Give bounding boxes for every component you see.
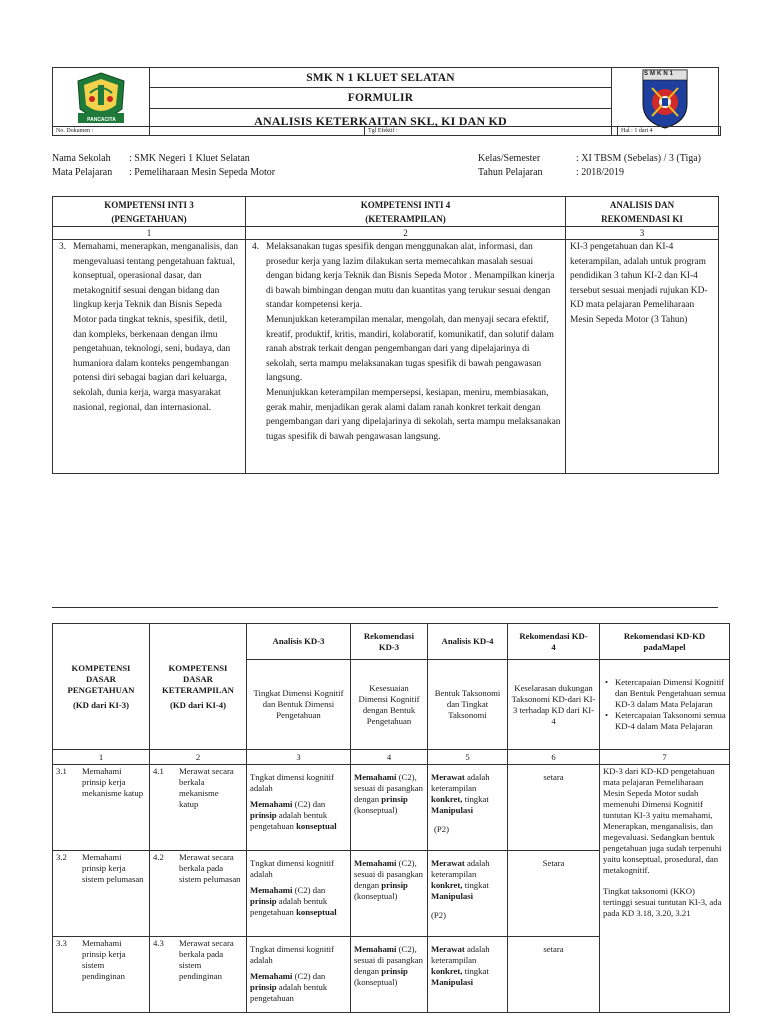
ki4-paragraph: Melaksanakan tugas spesifik dengan menggunakan alat, informasi, dan prosedur kerja yang lazim dilakukan serta memecahkan masalah sesuai dengan bidang kerja Teknik dan Bisnis Sepeda Motor . Menampilkan kinerja di bawah bimbingan dengan mutu dan kuantitas yang terukur sesuai dengan standar kompetensi kerja. (266, 242, 555, 311)
kd3-header: KOMPETENSI DASAR PENGETAHUAN (KD dari KI-3) (53, 624, 150, 750)
column-number: 6 (508, 750, 600, 765)
analisis-kd3-subheader: Tingkat Dimensi Kognitif dan Bentuk Dimensi Pengetahuan (247, 660, 351, 750)
kd4-header: KOMPETENSI DASAR KETERAMPILAN (KD dari KI-4) (150, 624, 247, 750)
info-label: Mata Pelajaran (52, 167, 113, 178)
analisis-kd3-cell: Tngkat dimensi kognitif adalah Memahami (C2) dan prinsip adalah bentuk pengetahuan konseptual (247, 765, 351, 851)
form-label: FORMULIR (150, 88, 612, 108)
rekomendasi-paragraph: Tingkat taksonomi (KKO) tertinggi sesuai tuntutan KI-3, ada pada KD 3.18, 3.20, 3.21 (603, 886, 722, 918)
ki3-cell (53, 240, 246, 474)
left-logo-text: PANCACITA (87, 116, 116, 123)
section-divider (52, 607, 718, 608)
kd4-text: Merawat secara berkala pada sistem pendinginan (179, 938, 234, 981)
column-number: 2 (150, 750, 247, 765)
column-number: 3 (566, 227, 719, 240)
info-value: : Pemeliharaan Mesin Sepeda Motor (129, 167, 276, 178)
analisis-kd3-cell: Tngkat dimensi kognitif adalah Memahami (C2) dan prinsip adalah bentuk pengetahuan konseptual (247, 851, 351, 937)
school-name: SMK N 1 KLUET SELATAN (150, 68, 612, 88)
info-value: : XI TBSM (Sebelas) / 3 (Tiga) (576, 153, 701, 164)
ki-analisis-text: KI-3 pengetahuan dan KI-4 keterampilan, adalah untuk program pendidikan 3 tahun KI-2 dan KI-4 tersebut sesuai menjadi rujukan KD-KD mata pelajaran Pemeliharaan Mesin Sepeda Motor (3 Tahun) (570, 242, 708, 325)
table-row: 3.3 Memahami prinsip kerja sistem pendinginan 4.3 Merawat secara berkala pada sistem pendinginan Tngkat dimensi kognitif adalah Memahami (C2) dan prinsip adalah bentuk pengetahuan Memahami (C2), sesuai di pasangkan dengan prinsip (konseptual) Merawat adalah keterampilan konkret, tingkat Manipulasi setara (53, 937, 730, 1013)
table-row: 3.2 Memahami prinsip kerja sistem pelumasan 4.2 Merawat secara berkala pada sistem pelumasan Tngkat dimensi kognitif adalah Memahami (C2) dan prinsip adalah bentuk pengetahuan konseptual Memahami (C2), sesuai di pasangkan dengan prinsip (konseptual) Merawat adalah keterampilan konkret, tingkat Manipulasi (P2) Setara (53, 851, 730, 937)
smkn1-shield-icon (639, 68, 691, 130)
ki3-number: 3. (59, 242, 67, 252)
rekomendasi-kd4-header: Rekomendasi KD- 4 (508, 624, 600, 660)
document-number: No. Dokumen : (53, 127, 365, 136)
bullet-item: • Ketercapaian Dimensi Kognitif dan Bentuk Pengetahuan semua KD-3 dalam Mata Pelajaran (615, 677, 726, 710)
ki-analysis-table (52, 196, 719, 474)
kd4-text: Merawat secara berkala pada sistem pelumasan (179, 852, 241, 884)
rekomendasi-mapel-cell (600, 765, 730, 1013)
ki3-text: Memahami, menerapkan, menganalisis, dan mengevaluasi tentang pengetahuan faktual, konseptual, operasional dasar, dan metakognitif sesuai dengan bidang dan lingkup kerja Teknik dan Bisnis Sepeda Motor pada tingkat teknis, spesifik, detil, dan kompleks, berkenaan dengan ilmu pengetahuan, teknologi, seni, budaya, dan humaniora dalam konteks pengembangan potensi diri sebagai bagian dari keluarga, sekolah, dunia kerja, warga masyarakat nasional, regional, dan internasional. (73, 242, 239, 413)
ki4-cell (246, 240, 566, 474)
kd4-text: Merawat secara berkala mekanisme katup (179, 766, 234, 809)
ki4-number: 4. (252, 242, 260, 252)
kd3-text: Memahami prinsip kerja sistem pelumasan (82, 852, 144, 884)
rekomendasi-kd3-header: Rekomendasi KD-3 (351, 624, 428, 660)
analisis-kd4-cell: Merawat adalah keterampilan konkret, tingkat Manipulasi (P2) (428, 851, 508, 937)
column-number: 5 (428, 750, 508, 765)
page-indicator: Hal : 1 dari 4 (618, 127, 721, 136)
column-number: 4 (351, 750, 428, 765)
kd3-text: Memahami prinsip kerja mekanisme katup (82, 766, 144, 798)
rekomendasi-kd4-cell: Setara (508, 851, 600, 937)
rekomendasi-kd3-subheader: Kesesuaian Dimensi Kognitif dengan Bentuk Pengetahuan (351, 660, 428, 750)
document-title: ANALISIS KETERKAITAN SKL, KI DAN KD (150, 108, 612, 135)
analisis-kd3-cell: Tngkat dimensi kognitif adalah Memahami (C2) dan prinsip adalah bentuk pengetahuan (247, 937, 351, 1013)
column-number: 2 (246, 227, 566, 240)
analisis-header: ANALISIS DAN REKOMENDASI KI (566, 197, 719, 227)
rekomendasi-kd3-cell: Memahami (C2), sesuai di pasangkan dengan prinsip (konseptual) (351, 851, 428, 937)
info-label: Tahun Pelajaran (478, 167, 543, 178)
ki-analisis-cell (566, 240, 719, 474)
analisis-kd4-subheader: Bentuk Taksonomi dan Tingkat Taksonomi (428, 660, 508, 750)
rekomendasi-kd3-cell: Memahami (C2), sesuai di pasangkan dengan prinsip (konseptual) (351, 937, 428, 1013)
ki3-header: KOMPETENSI INTI 3 (PENGETAHUAN) (53, 197, 246, 227)
analisis-kd3-header: Analisis KD-3 (247, 624, 351, 660)
ki4-paragraph: Menunjukkan keterampilan mempersepsi, kesiapan, meniru, membiasakan, gerak mahir, menjadikan gerak alami dalam ranah konkret terkait dengan pengembangan dari yang dipelajarinya di sekolah, serta mampu melaksanakan tugas spesifik di bawah pengawasan langsung. (266, 387, 561, 442)
bullet-item: • Ketercapaian Taksonomi semua KD-4 dalam Mata Pelajaran (615, 710, 726, 732)
column-number: 3 (247, 750, 351, 765)
table-row: 3.1 Memahami prinsip kerja mekanisme katup 4.1 Merawat secara berkala mekanisme katup Tngkat dimensi kognitif adalah Memahami (C2) dan prinsip adalah bentuk pengetahuan konseptual Memahami (C2), sesuai di pasangkan dengan prinsip (konseptual) Merawat adalah keterampilan konkret, tingkat Manipulasi (P2) setara KD-3 dari KD-KD pengetahuan mata pelajaran Pemeliharaan Mesin Sepeda Motor sudah memenuhi Dimensi Kognitif tuntutan KI-3 yaitu memahami, Menerapkan, menganalisis, dan megevaluasi. Sedangkan bentuk pengetahuan juga sudah terpenuhi yaitu konseptual, prosedural, dan metakognitif. Tingkat taksonomi (KKO) tertinggi sesuai tuntutan KI-3, ada pada KD 3.18, 3.20, 3.21 (53, 765, 730, 851)
right-logo-text: SMKN1 (643, 70, 675, 77)
rekomendasi-mapel-subheader (600, 660, 730, 750)
info-label: Kelas/Semester (478, 153, 541, 164)
analisis-kd4-header: Analisis KD-4 (428, 624, 508, 660)
info-value: : SMK Negeri 1 Kluet Selatan (129, 153, 250, 164)
analisis-kd4-cell: Merawat adalah keterampilan konkret, tingkat Manipulasi (428, 937, 508, 1013)
kd-analysis-table (52, 623, 730, 1013)
school-info-right (478, 152, 701, 180)
rekomendasi-mapel-header: Rekomendasi KD-KD padaMapel (600, 624, 730, 660)
rekomendasi-kd4-cell: setara (508, 937, 600, 1013)
rekomendasi-kd3-cell: Memahami (C2), sesuai di pasangkan dengan prinsip (konseptual) (351, 765, 428, 851)
ki4-header: KOMPETENSI INTI 4 (KETERAMPILAN) (246, 197, 566, 227)
info-label: Nama Sekolah (52, 153, 111, 164)
rekomendasi-kd4-subheader: Keselarasan dukungan Taksonomi KD-dari KI-3 terhadap KD dari KI-4 (508, 660, 600, 750)
document-meta-row (52, 126, 721, 136)
info-value: : 2018/2019 (576, 167, 625, 178)
rekomendasi-paragraph: KD-3 dari KD-KD pengetahuan mata pelajaran Pemeliharaan Mesin Sepeda Motor sudah memenuhi Dimensi Kognitif tuntutan KI-3 yaitu memahami, Menerapkan, menganalisis, dan megevaluasi. Sedangkan bentuk pengetahuan juga sudah terpenuhi yaitu konseptual, prosedural, dan metakognitif. (603, 766, 722, 875)
ki4-paragraph: Menunjukkan keterampilan menalar, mengolah, dan menyaji secara efektif, kreatif, produktif, kritis, mandiri, kolaboratif, komunikatif, dan solutif dalam ranah abstrak terkait dengan pengembangan dari yang dipelajarinya di sekolah, serta mampu melaksanakan tugas spesifik di bawah pengawasan langsung. (266, 314, 554, 384)
kd3-text: Memahami prinsip kerja sistem pendinginan (82, 938, 126, 981)
column-number: 7 (600, 750, 730, 765)
analisis-kd4-cell: Merawat adalah keterampilan konkret, tingkat Manipulasi (P2) (428, 765, 508, 851)
effective-date: Tgl Efektif : (365, 127, 618, 136)
column-number: 1 (53, 227, 246, 240)
school-info-left (52, 152, 275, 180)
column-number: 1 (53, 750, 150, 765)
rekomendasi-kd4-cell: setara (508, 765, 600, 851)
